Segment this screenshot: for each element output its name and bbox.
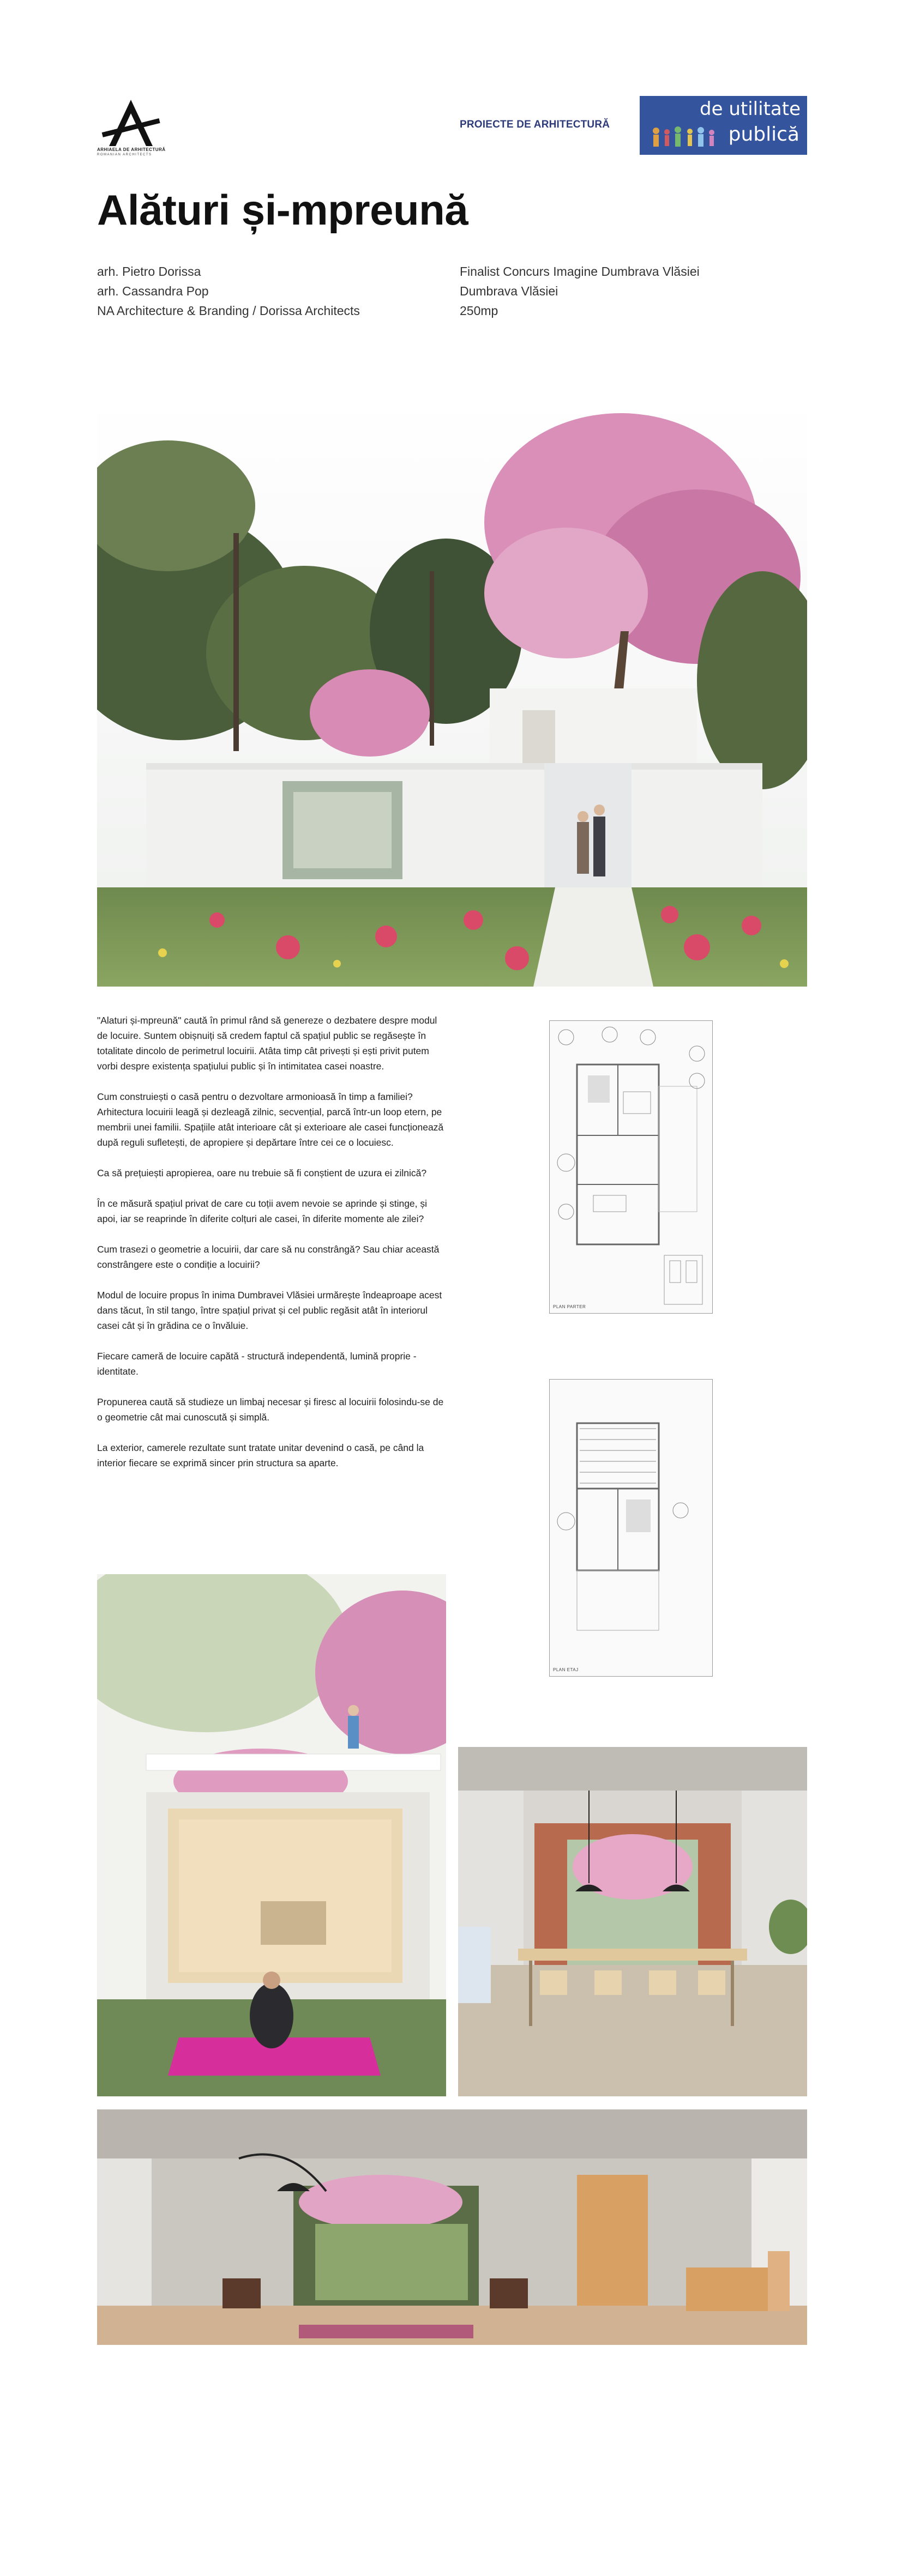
logo-caption: ARHIAELA DE ARHITECTURĂ <box>97 147 166 152</box>
floor-plan-drawing <box>550 1021 712 1313</box>
authors-block <box>97 262 360 321</box>
section-label: PROIECTE DE ARHITECTURĂ <box>460 119 610 130</box>
detail-line: Finalist Concurs Imagine Dumbrava Vlăsiei <box>460 264 700 279</box>
living-room-render-image <box>97 2109 807 2345</box>
details-block <box>460 262 700 321</box>
badge-line-2: publică <box>728 123 799 146</box>
author-line: arh. Cassandra Pop <box>97 284 209 298</box>
description-paragraph: Fiecare cameră de locuire capătă - structură independentă, lumină proprie - identitate. <box>97 1351 417 1377</box>
description-paragraph: Ca să prețuiești apropierea, oare nu trebuie să fi conștient de uzura ei zilnică? <box>97 1168 427 1178</box>
exterior-render-image <box>97 397 807 987</box>
floor-plan-drawing <box>550 1380 712 1676</box>
detail-line: 250mp <box>460 304 498 318</box>
description-paragraph: Modul de locuire propus în inima Dumbravei Vlăsiei urmărește îndeaproape acest dans tăcut, în stil tango, între spațiul privat și cel public regăsit atât în interiorul casei cât și în grădina ce o învăluie. <box>97 1290 442 1331</box>
public-utility-badge <box>640 96 807 155</box>
badge-line-1: de utilitate <box>700 98 801 120</box>
description-paragraph: În ce măsură spațiul privat de care cu toții avem nevoie se aprinde și stinge, și apoi, iar se reaprinde în diferite colțuri ale casei, în diferite momente ale zilei? <box>97 1198 428 1224</box>
courtyard-render-image <box>97 1574 446 2096</box>
author-line: arh. Pietro Dorissa <box>97 264 201 279</box>
detail-line: Dumbrava Vlăsiei <box>460 284 558 298</box>
ground-floor-plan <box>549 1020 713 1314</box>
description-paragraph: "Alaturi și-mpreună" caută în primul rând să genereze o dezbatere despre modul de locuire. Suntem obișnuiți să credem faptul că spațiul public se regăsește în totalitate dincolo de perimetrul locuirii. Atâta timp cât privești și ești privit putem vorbi despre existența spațiului public și în intimitatea casei noastre. <box>97 1015 437 1072</box>
description-paragraph: Cum trasezi o geometrie a locuirii, dar care să nu constrângă? Sau chiar această constrângere este o condiție a locuirii? <box>97 1244 440 1270</box>
project-description <box>97 1013 446 1486</box>
description-paragraph: Propunerea caută să studieze un limbaj necesar și firesc al locuirii folosindu-se de o geometrie cât mai cunoscută și simplă. <box>97 1396 444 1423</box>
dining-room-render-image <box>458 1747 807 2096</box>
upper-floor-plan <box>549 1379 713 1677</box>
description-paragraph: La exterior, camerele rezultate sunt tratate unitar devenind o casă, pe când la interior fiecare se exprimă sincer prin structura sa aparte. <box>97 1442 424 1468</box>
page-title: Alături și-mpreună <box>97 186 468 234</box>
author-line: NA Architecture & Branding / Dorissa Architects <box>97 304 360 318</box>
description-paragraph: Cum construiești o casă pentru o dezvoltare armonioasă în timp a familiei? Arhitectura locuirii leagă și dezleagă zilnic, secvențial, parcă într-un loop etern, pe membrii unei familii. Spațiile atât interioare cât și exterioare ale casei funcționează după reguli sufletești, de apropiere și depărtare între cei ce o locuiesc. <box>97 1091 444 1148</box>
plan-label: PLAN ETAJ <box>553 1667 579 1672</box>
logo-subcaption: ROMANIAN ARCHITECTS <box>97 153 152 156</box>
plan-label: PLAN PARTER <box>553 1304 586 1309</box>
